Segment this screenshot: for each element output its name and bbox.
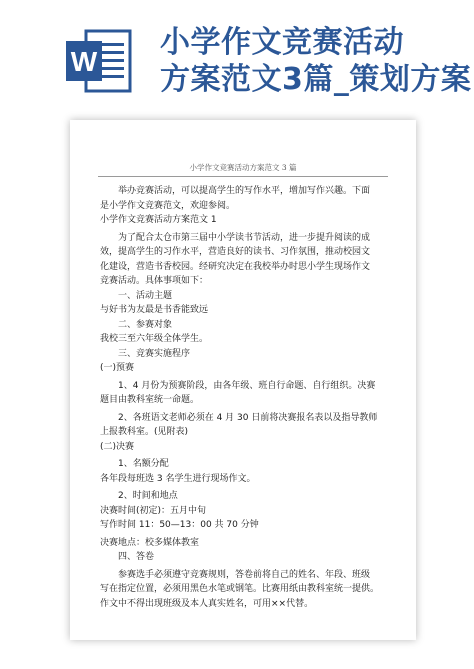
document-page <box>70 120 416 640</box>
paragraph-line: 是小学作文竞赛范文，欢迎参阅。 <box>100 200 236 211</box>
paragraph-line: 四、答卷 <box>118 552 155 562</box>
paragraph-line: 决赛地点：校多媒体教室 <box>100 537 200 548</box>
paragraph-line: 为了配合太仓市第三届中小学读书节活动，进一步提升阅读的成 <box>118 232 371 243</box>
paragraph-line: 作文中不得出现班级及本人真实姓名，可用××代替。 <box>100 598 314 609</box>
word-document-icon <box>64 27 134 95</box>
paragraph-line: 竞赛活动。具体事项如下： <box>100 276 209 286</box>
title-line-1: 小学作文竞赛活动 <box>160 25 404 60</box>
paragraph-line: 化建设，营造书香校园。经研究决定在我校举办时思小学生现场作文 <box>100 261 371 272</box>
document-body <box>100 184 400 611</box>
header-divider <box>98 176 388 177</box>
paragraph-line: 小学作文竞赛活动方案范文 1 <box>100 215 217 225</box>
paragraph-line: 题目由教科室统一命题。 <box>100 395 200 405</box>
paragraph-line: 上报教科室。(见附表) <box>100 427 189 437</box>
header-banner <box>0 0 474 108</box>
page-title <box>160 24 474 98</box>
paragraph-line: 2、各班语文老师必须在 4 月 30 日前将决赛报名表以及指导教师 <box>118 412 378 423</box>
title-line-2: 方案范文3篇_策划方案 <box>160 62 472 97</box>
running-header: 小学作文竞赛活动方案范文 3 篇 <box>189 163 297 172</box>
paragraph-line: 我校三至六年级全体学生。 <box>100 334 209 344</box>
paragraph-line: 三、竞赛实施程序 <box>118 348 191 359</box>
svg-text:W: W <box>70 46 98 77</box>
paragraph-line: 决赛时间(初定)：五月中旬 <box>100 505 207 516</box>
paragraph-line: (二)决赛 <box>100 441 135 452</box>
paragraph-line: 举办竞赛活动，可以提高学生的写作水平，增加写作兴趣。下面 <box>118 186 371 196</box>
paragraph-line: 1、4 月份为预赛阶段，由各年级、班自行命题、自行组织。决赛 <box>118 380 376 391</box>
paragraph-line: 一、活动主题 <box>118 290 173 301</box>
paragraph-line: 2、时间和地点 <box>118 491 178 501</box>
paragraph-line: 各年段每班选 3 名学生进行现场作文。 <box>100 473 256 484</box>
paragraph-line: 参赛选手必须遵守竞赛规则，答卷前将自己的姓名、年段、班级 <box>118 569 371 580</box>
paragraph-line: 效，提高学生的习作水平，营造良好的读书、习作氛围，推动校园文 <box>100 247 371 257</box>
paragraph-line: (一)预赛 <box>100 363 135 373</box>
paragraph-line: 1、名额分配 <box>118 459 169 469</box>
paragraph-line: 二、参赛对象 <box>118 319 173 330</box>
paragraph-line: 写在指定位置，必须用黑色水笔或钢笔。比赛用纸由教科室统一提供。 <box>100 584 380 594</box>
paragraph-line: 与好书为友最是书香能致远 <box>100 305 209 315</box>
paragraph-line: 写作时间 11：50—13：00 共 70 分钟 <box>100 520 259 530</box>
